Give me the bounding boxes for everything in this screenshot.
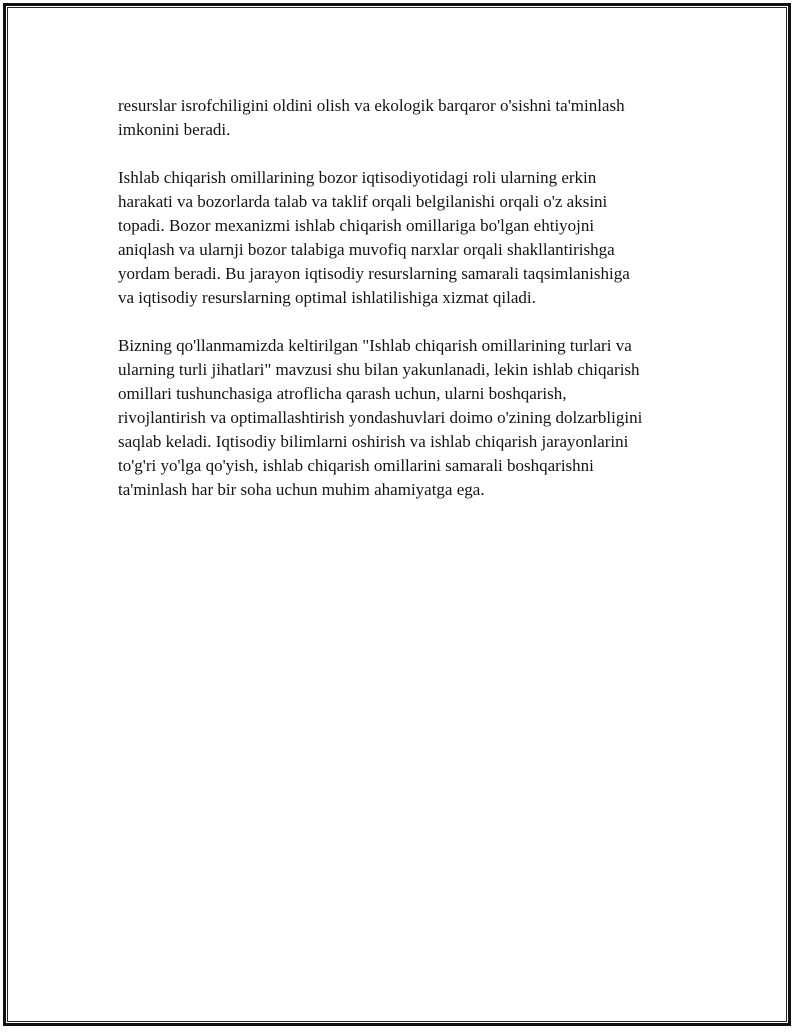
text-line: ularning turli jihatlari" mavzusi shu bilan yakunlanadi, lekin ishlab chiqarish [118, 360, 640, 379]
text-line: imkonini beradi. [118, 120, 231, 139]
paragraph-1 [118, 94, 698, 142]
text-line: va iqtisodiy resurslarning optimal ishlatilishiga xizmat qiladi. [118, 288, 536, 307]
text-line: harakati va bozorlarda talab va taklif orqali belgilanishi orqali o'z aksini [118, 192, 608, 211]
text-line: to'g'ri yo'lga qo'yish, ishlab chiqarish omillarini samarali boshqarishni [118, 456, 594, 475]
text-line: saqlab keladi. Iqtisodiy bilimlarni oshirish va ishlab chiqarish jarayonlarini [118, 432, 629, 451]
text-line: yordam beradi. Bu jarayon iqtisodiy resurslarning samarali taqsimlanishiga [118, 264, 630, 283]
text-line: aniqlash va ularnji bozor talabiga muvofiq narxlar orqali shakllantirishga [118, 240, 615, 259]
text-line: Ishlab chiqarish omillarining bozor iqtisodiyotidagi roli ularning erkin [118, 168, 597, 187]
paragraph-2 [118, 166, 698, 310]
text-line: omillari tushunchasiga atroflicha qarash uchun, ularni boshqarish, [118, 384, 567, 403]
document-body [118, 94, 698, 526]
text-line: resurslar isrofchiligini oldini olish va ekologik barqaror o'sishni ta'minlash [118, 96, 625, 115]
text-line: Bizning qo'llanmamizda keltirilgan "Ishlab chiqarish omillarining turlari va [118, 336, 632, 355]
text-line: ta'minlash har bir soha uchun muhim ahamiyatga ega. [118, 480, 485, 499]
text-line: rivojlantirish va optimallashtirish yondashuvlari doimo o'zining dolzarbligini [118, 408, 643, 427]
text-line: topadi. Bozor mexanizmi ishlab chiqarish omillariga bo'lgan ehtiyojni [118, 216, 595, 235]
paragraph-3 [118, 334, 698, 502]
